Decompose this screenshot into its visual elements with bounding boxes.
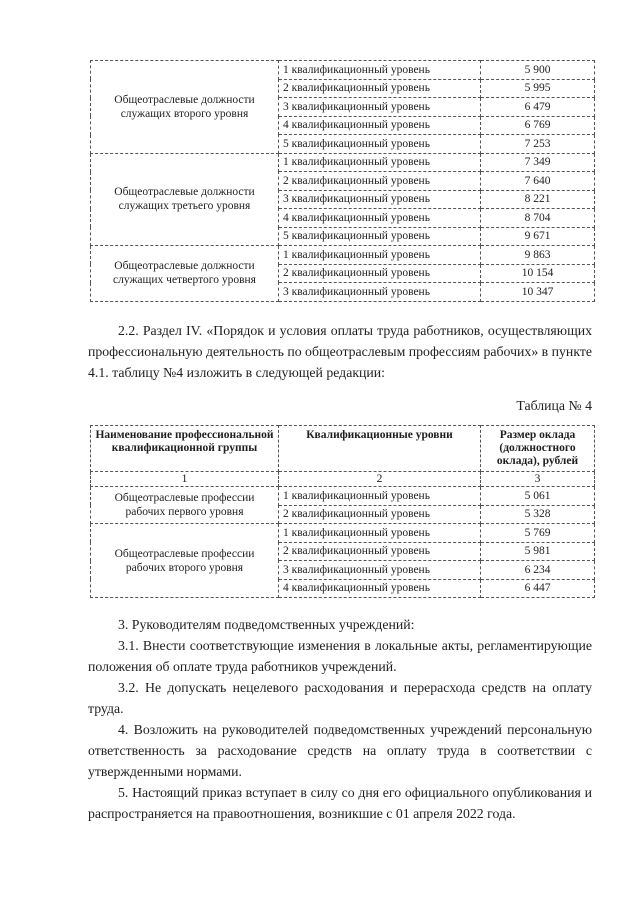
qualification-group-name: Общеотраслевые профессии рабочих первого уровня bbox=[91, 487, 279, 524]
section-2-2-text bbox=[88, 320, 592, 383]
table-4-header-row bbox=[91, 426, 595, 472]
qualification-level: 2 квалификационный уровень bbox=[279, 542, 481, 561]
salary-value: 10 347 bbox=[481, 283, 595, 302]
salary-value: 5 981 bbox=[481, 542, 595, 561]
qualification-level: 1 квалификационный уровень bbox=[279, 153, 481, 172]
qualification-group-name: Общеотраслевые должности служащих четвертого уровня bbox=[91, 246, 279, 302]
qualification-group-name: Общеотраслевые должности служащих третьего уровня bbox=[91, 153, 279, 246]
paragraph-3 bbox=[88, 614, 592, 635]
section-2-2-body: 2.2. Раздел IV. «Порядок и условия оплаты труда работников, осуществляющих профессиональную деятельность по общеотраслевым профессиям рабочих» в пункте 4.1. таблицу №4 изложить в следующей редакции: bbox=[88, 323, 592, 380]
salary-value: 8 704 bbox=[481, 209, 595, 228]
table-4-colnum-3: 3 bbox=[481, 472, 595, 487]
paragraph-3-text: 3. Руководителям подведомственных учреждений: bbox=[118, 617, 415, 632]
qualification-level: 1 квалификационный уровень bbox=[279, 61, 481, 80]
qualification-level: 1 квалификационный уровень bbox=[279, 487, 481, 506]
qualification-level: 2 квалификационный уровень bbox=[279, 79, 481, 98]
salary-value: 6 447 bbox=[481, 579, 595, 598]
paragraph-3-2-text: 3.2. Не допускать нецелевого расходования и перерасхода средств на оплату труда. bbox=[88, 680, 592, 716]
salary-value: 5 900 bbox=[481, 61, 595, 80]
salary-value: 6 234 bbox=[481, 561, 595, 580]
salary-value: 10 154 bbox=[481, 264, 595, 283]
paragraph-4-text: 4. Возложить на руководителей подведомственных учреждений персональную ответственность за расходование средств на оплату труда в соответствии с утвержденными нормами. bbox=[88, 722, 592, 779]
salary-value: 5 328 bbox=[481, 505, 595, 524]
qualification-group-name: Общеотраслевые профессии рабочих второго уровня bbox=[91, 524, 279, 598]
table-row bbox=[91, 246, 595, 265]
paragraph-3-1-text: 3.1. Внести соответствующие изменения в локальные акты, регламентирующие положения об оплате труда работников учреждений. bbox=[88, 638, 592, 674]
qualification-level: 2 квалификационный уровень bbox=[279, 505, 481, 524]
table-4-header-group: Наименование профессиональной квалификационной группы bbox=[91, 426, 279, 472]
paragraph-3-1 bbox=[88, 635, 592, 677]
salary-value: 6 479 bbox=[481, 98, 595, 117]
qualification-level: 4 квалификационный уровень bbox=[279, 579, 481, 598]
qualification-level: 3 квалификационный уровень bbox=[279, 283, 481, 302]
qualification-group-name: Общеотраслевые должности служащих второго уровня bbox=[91, 61, 279, 154]
paragraph-3-2 bbox=[88, 677, 592, 719]
qualification-level: 3 квалификационный уровень bbox=[279, 190, 481, 209]
table-4-column-numbers bbox=[91, 472, 595, 487]
table-4-colnum-1: 1 bbox=[91, 472, 279, 487]
qualification-level: 1 квалификационный уровень bbox=[279, 246, 481, 265]
table-row bbox=[91, 487, 595, 506]
qualification-level: 5 квалификационный уровень bbox=[279, 227, 481, 246]
salary-value: 5 995 bbox=[481, 79, 595, 98]
table-row bbox=[91, 61, 595, 80]
qualification-level: 1 квалификационный уровень bbox=[279, 524, 481, 543]
salary-table-workers bbox=[90, 425, 595, 598]
salary-value: 7 349 bbox=[481, 153, 595, 172]
salary-value: 8 221 bbox=[481, 190, 595, 209]
table-row bbox=[91, 524, 595, 543]
salary-value: 7 640 bbox=[481, 172, 595, 191]
table-row bbox=[91, 153, 595, 172]
paragraph-4 bbox=[88, 719, 592, 782]
qualification-level: 3 квалификационный уровень bbox=[279, 98, 481, 117]
paragraph-5 bbox=[88, 782, 592, 824]
salary-value: 5 061 bbox=[481, 487, 595, 506]
salary-table-employees bbox=[90, 60, 595, 302]
qualification-level: 2 квалификационный уровень bbox=[279, 172, 481, 191]
table-4-caption: Таблица № 4 bbox=[516, 398, 592, 413]
qualification-level: 4 квалификационный уровень bbox=[279, 116, 481, 135]
salary-value: 5 769 bbox=[481, 524, 595, 543]
table-4-header-salary: Размер оклада (должностного оклада), рублей bbox=[481, 426, 595, 472]
paragraph-5-text: 5. Настоящий приказ вступает в силу со дня его официального опубликования и распространяется на правоотношения, возникшие с 01 апреля 2022 года. bbox=[88, 785, 592, 821]
salary-value: 9 863 bbox=[481, 246, 595, 265]
qualification-level: 2 квалификационный уровень bbox=[279, 264, 481, 283]
qualification-level: 5 квалификационный уровень bbox=[279, 135, 481, 154]
qualification-level: 3 квалификационный уровень bbox=[279, 561, 481, 580]
salary-value: 9 671 bbox=[481, 227, 595, 246]
table-4-header-levels: Квалификационные уровни bbox=[279, 426, 481, 472]
qualification-level: 4 квалификационный уровень bbox=[279, 209, 481, 228]
table-4-colnum-2: 2 bbox=[279, 472, 481, 487]
salary-value: 7 253 bbox=[481, 135, 595, 154]
salary-value: 6 769 bbox=[481, 116, 595, 135]
